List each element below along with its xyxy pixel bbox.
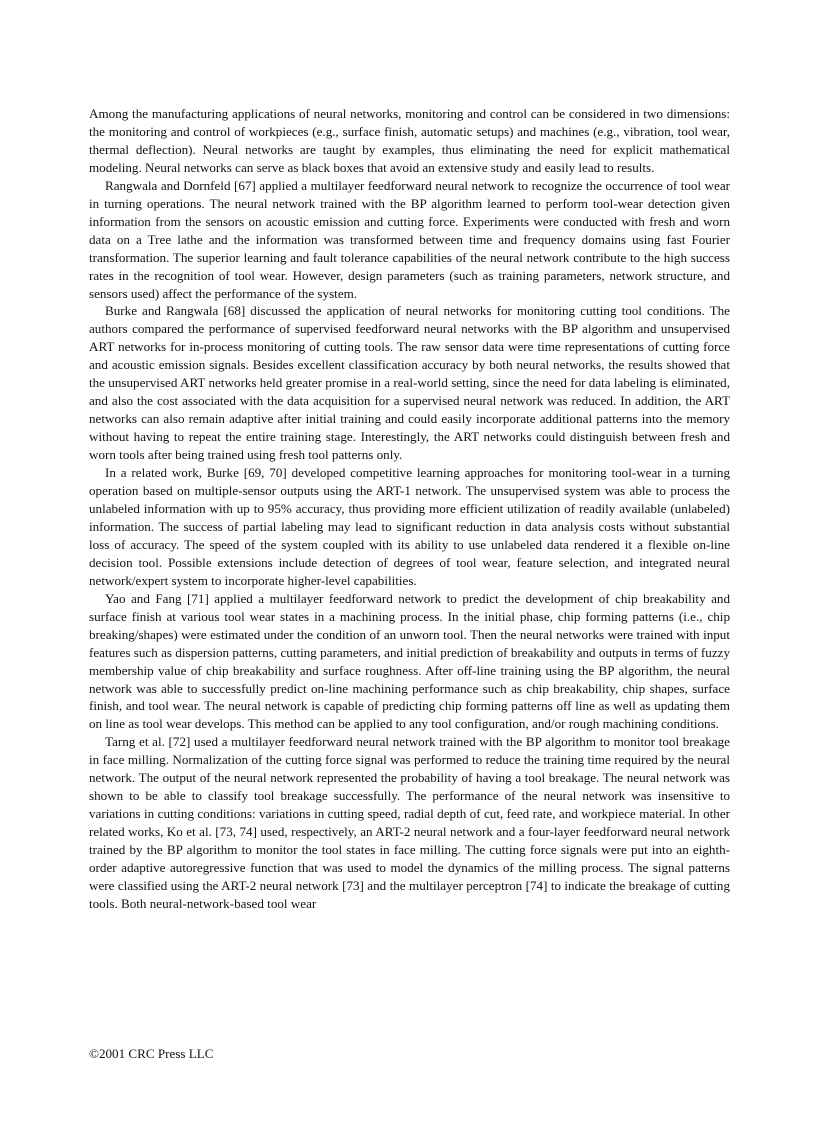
paragraph-intro: Among the manufacturing applications of neural networks, monitoring and control can be considered in two dimensions: the monitoring and control of workpieces (e.g., surface finish, automatic setups) and machines (e.g., vibration, tool wear, thermal deflection). Neural networks are taught by examples, thus eliminating the need for explicit mathematical modeling. Neural networks can serve as black boxes that avoid an extensive study and easily lead to results.	[89, 106, 730, 175]
paragraph-yao-fang: Yao and Fang [71] applied a multilayer feedforward network to predict the development of chip breakability and surface finish at various tool wear states in a machining process. In the initial phase, chip forming patterns (i.e., chip breaking/shapes) were estimated under the condition of an unworn tool. Then the neural networks were trained with input features such as dispersion patterns, cutting parameters, and initial prediction of breakability and outputs in terms of fuzzy membership value of chip breakability and surface roughness. After off-line training using the BP algorithm, the neural network was able to successfully predict on-line machining performance such as chip breakability, chip shapes, surface finish, and tool wear. The neural network is capable of predicting chip forming patterns off line as well as updating them on line as tool wear develops. This method can be applied to any tool configuration, and/or rough machining conditions.	[89, 590, 730, 732]
paragraph-tarng: Tarng et al. [72] used a multilayer feedforward neural network trained with the BP algorithm to monitor tool breakage in face milling. Normalization of the cutting force signal was performed to reduce the training time required by the neural network. The output of the neural network represented the probability of having a tool breakage. The neural network was shown to be able to classify tool breakage successfully. The performance of the neural network was insensitive to variations in cutting conditions: variations in cutting speed, radial depth of cut, feed rate, and workpiece material. In other related works, Ko et al. [73, 74] used, respectively, an ART-2 neural network and a four-layer feedforward neural network trained by the BP algorithm to monitor the tool states in face milling. The cutting force signals were put into an eighth-order adaptive autoregressive function that was used to model the dynamics of the milling process. The signal patterns were classified using the ART-2 neural network [73] and the multilayer perceptron [74] to indicate the breakage of cutting tools. Both neural-network-based tool wear	[89, 734, 730, 911]
copyright-footer: ©2001 CRC Press LLC	[89, 1046, 214, 1061]
paragraph-burke-rangwala: Burke and Rangwala [68] discussed the application of neural networks for monitoring cutting tool conditions. The authors compared the performance of supervised feedforward neural networks with the BP algorithm and unsupervised ART networks for in-process monitoring of cutting tools. The raw sensor data were time representations of cutting force and acoustic emission signals. Besides excellent classification accuracy by both neural networks, the results showed that the unsupervised ART networks held greater promise in a real-world setting, since the need for data labeling is eliminated, and also the cost associated with the data acquisition for a supervised neural network was reduced. In addition, the ART networks can also remain adaptive after initial training and could easily incorporate additional patterns into the memory without having to repeat the entire training stage. Interestingly, the ART networks could distinguish between fresh and worn tools after being trained using fresh tool patterns only.	[89, 303, 730, 463]
document-body	[89, 105, 730, 913]
paragraph-rangwala-dornfeld: Rangwala and Dornfeld [67] applied a multilayer feedforward neural network to recognize the occurrence of tool wear in turning operations. The neural network trained with the BP algorithm learned to perform tool-wear detection given information from the sensors on acoustic emission and cutting force. Experiments were conducted with fresh and worn data on a Tree lathe and the information was transformed between time and frequency domains using fast Fourier transformation. The superior learning and fault tolerance capabilities of the neural network contribute to the high success rates in the recognition of tool wear. However, design parameters (such as training parameters, network structure, and sensors used) affect the performance of the system.	[89, 177, 730, 301]
paragraph-burke-art1: In a related work, Burke [69, 70] developed competitive learning approaches for monitoring tool-wear in a turning operation based on multiple-sensor outputs using the ART-1 network. The unsupervised system was able to process the unlabeled information with up to 95% accuracy, thus providing more efficient utilization of readily available (unlabeled) information. The success of partial labeling may lead to significant reduction in data analysis costs without substantial loss of accuracy. The speed of the system coupled with its ability to use unlabeled data rendered it a flexible on-line decision tool. Possible extensions include detection of degrees of tool wear, feature selection, and integrated neural network/expert system to incorporate higher-level capabilities.	[89, 465, 730, 588]
